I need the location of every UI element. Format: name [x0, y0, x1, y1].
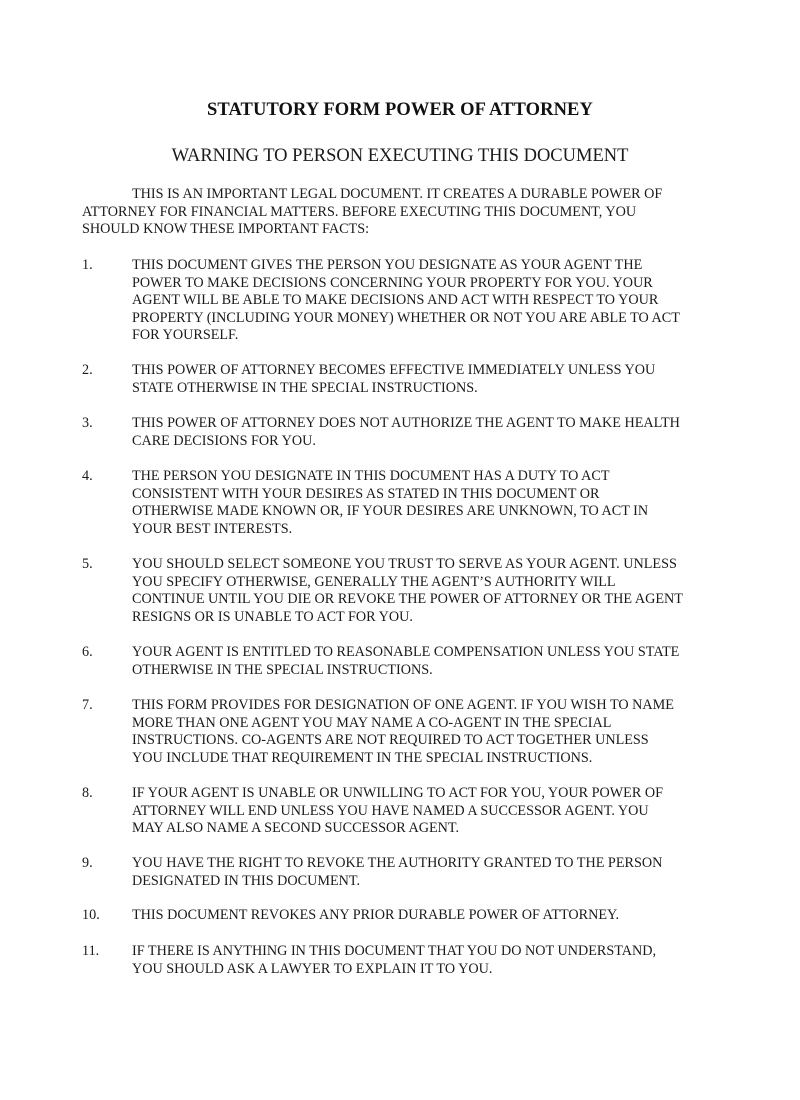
intro-line: ATTORNEY FOR FINANCIAL MATTERS. BEFORE EXECUTING THIS DOCUMENT, YOU — [82, 203, 637, 220]
item-number: 2. — [82, 362, 93, 378]
item-number: 4. — [82, 468, 93, 484]
item-line: MAY ALSO NAME A SECOND SUCCESSOR AGENT. — [132, 820, 460, 837]
intro-line: SHOULD KNOW THESE IMPORTANT FACTS: — [82, 221, 370, 238]
item-line: YOUR BEST INTERESTS. — [132, 520, 293, 537]
item-line: THIS DOCUMENT REVOKES ANY PRIOR DURABLE POWER OF ATTORNEY. — [132, 907, 620, 923]
item-number: 7. — [82, 697, 93, 713]
item-line: OTHERWISE MADE KNOWN OR, IF YOUR DESIRES ARE UNKNOWN, TO ACT IN — [132, 503, 649, 520]
item-line: YOU HAVE THE RIGHT TO REVOKE THE AUTHORITY GRANTED TO THE PERSON — [132, 855, 663, 871]
item-text — [132, 907, 752, 925]
item-line: IF THERE IS ANYTHING IN THIS DOCUMENT THAT YOU DO NOT UNDERSTAND, — [132, 943, 657, 959]
item-number: 8. — [82, 785, 93, 801]
item-line: CONTINUE UNTIL YOU DIE OR REVOKE THE POWER OF ATTORNEY OR THE AGENT — [132, 591, 683, 608]
warning-heading: WARNING TO PERSON EXECUTING THIS DOCUMENT — [171, 146, 629, 166]
item-line: AGENT WILL BE ABLE TO MAKE DECISIONS AND ACT WITH RESPECT TO YOUR — [132, 292, 659, 309]
item-number: 1. — [82, 257, 93, 273]
item-line: THIS DOCUMENT GIVES THE PERSON YOU DESIGNATE AS YOUR AGENT THE — [132, 257, 643, 273]
item-line: YOU SHOULD ASK A LAWYER TO EXPLAIN IT TO YOU. — [132, 960, 493, 977]
item-text — [132, 415, 752, 450]
item-text — [132, 644, 752, 679]
document-title: STATUTORY FORM POWER OF ATTORNEY — [207, 100, 593, 120]
item-line: FOR YOURSELF. — [132, 327, 239, 344]
item-number: 3. — [82, 415, 93, 431]
item-line: CARE DECISIONS FOR YOU. — [132, 432, 316, 449]
intro-paragraph — [82, 186, 742, 239]
item-line: YOU SPECIFY OTHERWISE, GENERALLY THE AGENT’S AUTHORITY WILL — [132, 573, 616, 590]
item-line: DESIGNATED IN THIS DOCUMENT. — [132, 872, 361, 889]
item-text — [132, 697, 752, 767]
item-line: YOU SHOULD SELECT SOMEONE YOU TRUST TO SERVE AS YOUR AGENT. UNLESS — [132, 556, 677, 572]
item-text — [132, 785, 752, 838]
item-line: CONSISTENT WITH YOUR DESIRES AS STATED IN THIS DOCUMENT OR — [132, 485, 600, 502]
item-line: RESIGNS OR IS UNABLE TO ACT FOR YOU. — [132, 608, 413, 625]
item-text — [132, 556, 752, 626]
item-line: OTHERWISE IN THE SPECIAL INSTRUCTIONS. — [132, 661, 433, 678]
item-line: THIS POWER OF ATTORNEY BECOMES EFFECTIVE IMMEDIATELY UNLESS YOU — [132, 362, 656, 378]
item-line: ATTORNEY WILL END UNLESS YOU HAVE NAMED A SUCCESSOR AGENT. YOU — [132, 802, 649, 819]
item-line: STATE OTHERWISE IN THE SPECIAL INSTRUCTIONS. — [132, 379, 478, 396]
item-number: 11. — [82, 943, 100, 959]
item-line: THIS POWER OF ATTORNEY DOES NOT AUTHORIZE THE AGENT TO MAKE HEALTH — [132, 415, 680, 431]
item-line: YOU INCLUDE THAT REQUIREMENT IN THE SPECIAL INSTRUCTIONS. — [132, 749, 593, 766]
item-line: THE PERSON YOU DESIGNATE IN THIS DOCUMENT HAS A DUTY TO ACT — [132, 468, 610, 484]
item-number: 10. — [82, 907, 100, 923]
item-number: 9. — [82, 855, 93, 871]
item-line: YOUR AGENT IS ENTITLED TO REASONABLE COMPENSATION UNLESS YOU STATE — [132, 644, 680, 660]
item-number: 5. — [82, 556, 93, 572]
item-text — [132, 943, 752, 978]
item-text — [132, 855, 752, 890]
item-line: PROPERTY (INCLUDING YOUR MONEY) WHETHER OR NOT YOU ARE ABLE TO ACT — [132, 309, 680, 326]
item-line: INSTRUCTIONS. CO-AGENTS ARE NOT REQUIRED TO ACT TOGETHER UNLESS — [132, 732, 649, 749]
item-line: THIS FORM PROVIDES FOR DESIGNATION OF ONE AGENT. IF YOU WISH TO NAME — [132, 697, 674, 713]
item-text — [132, 257, 752, 345]
item-line: POWER TO MAKE DECISIONS CONCERNING YOUR PROPERTY FOR YOU. YOUR — [132, 274, 653, 291]
item-line: IF YOUR AGENT IS UNABLE OR UNWILLING TO ACT FOR YOU, YOUR POWER OF — [132, 785, 663, 801]
item-text — [132, 468, 752, 538]
item-text — [132, 362, 752, 397]
item-line: MORE THAN ONE AGENT YOU MAY NAME A CO-AGENT IN THE SPECIAL — [132, 714, 612, 731]
intro-line: THIS IS AN IMPORTANT LEGAL DOCUMENT. IT CREATES A DURABLE POWER OF — [132, 186, 663, 202]
item-number: 6. — [82, 644, 93, 660]
